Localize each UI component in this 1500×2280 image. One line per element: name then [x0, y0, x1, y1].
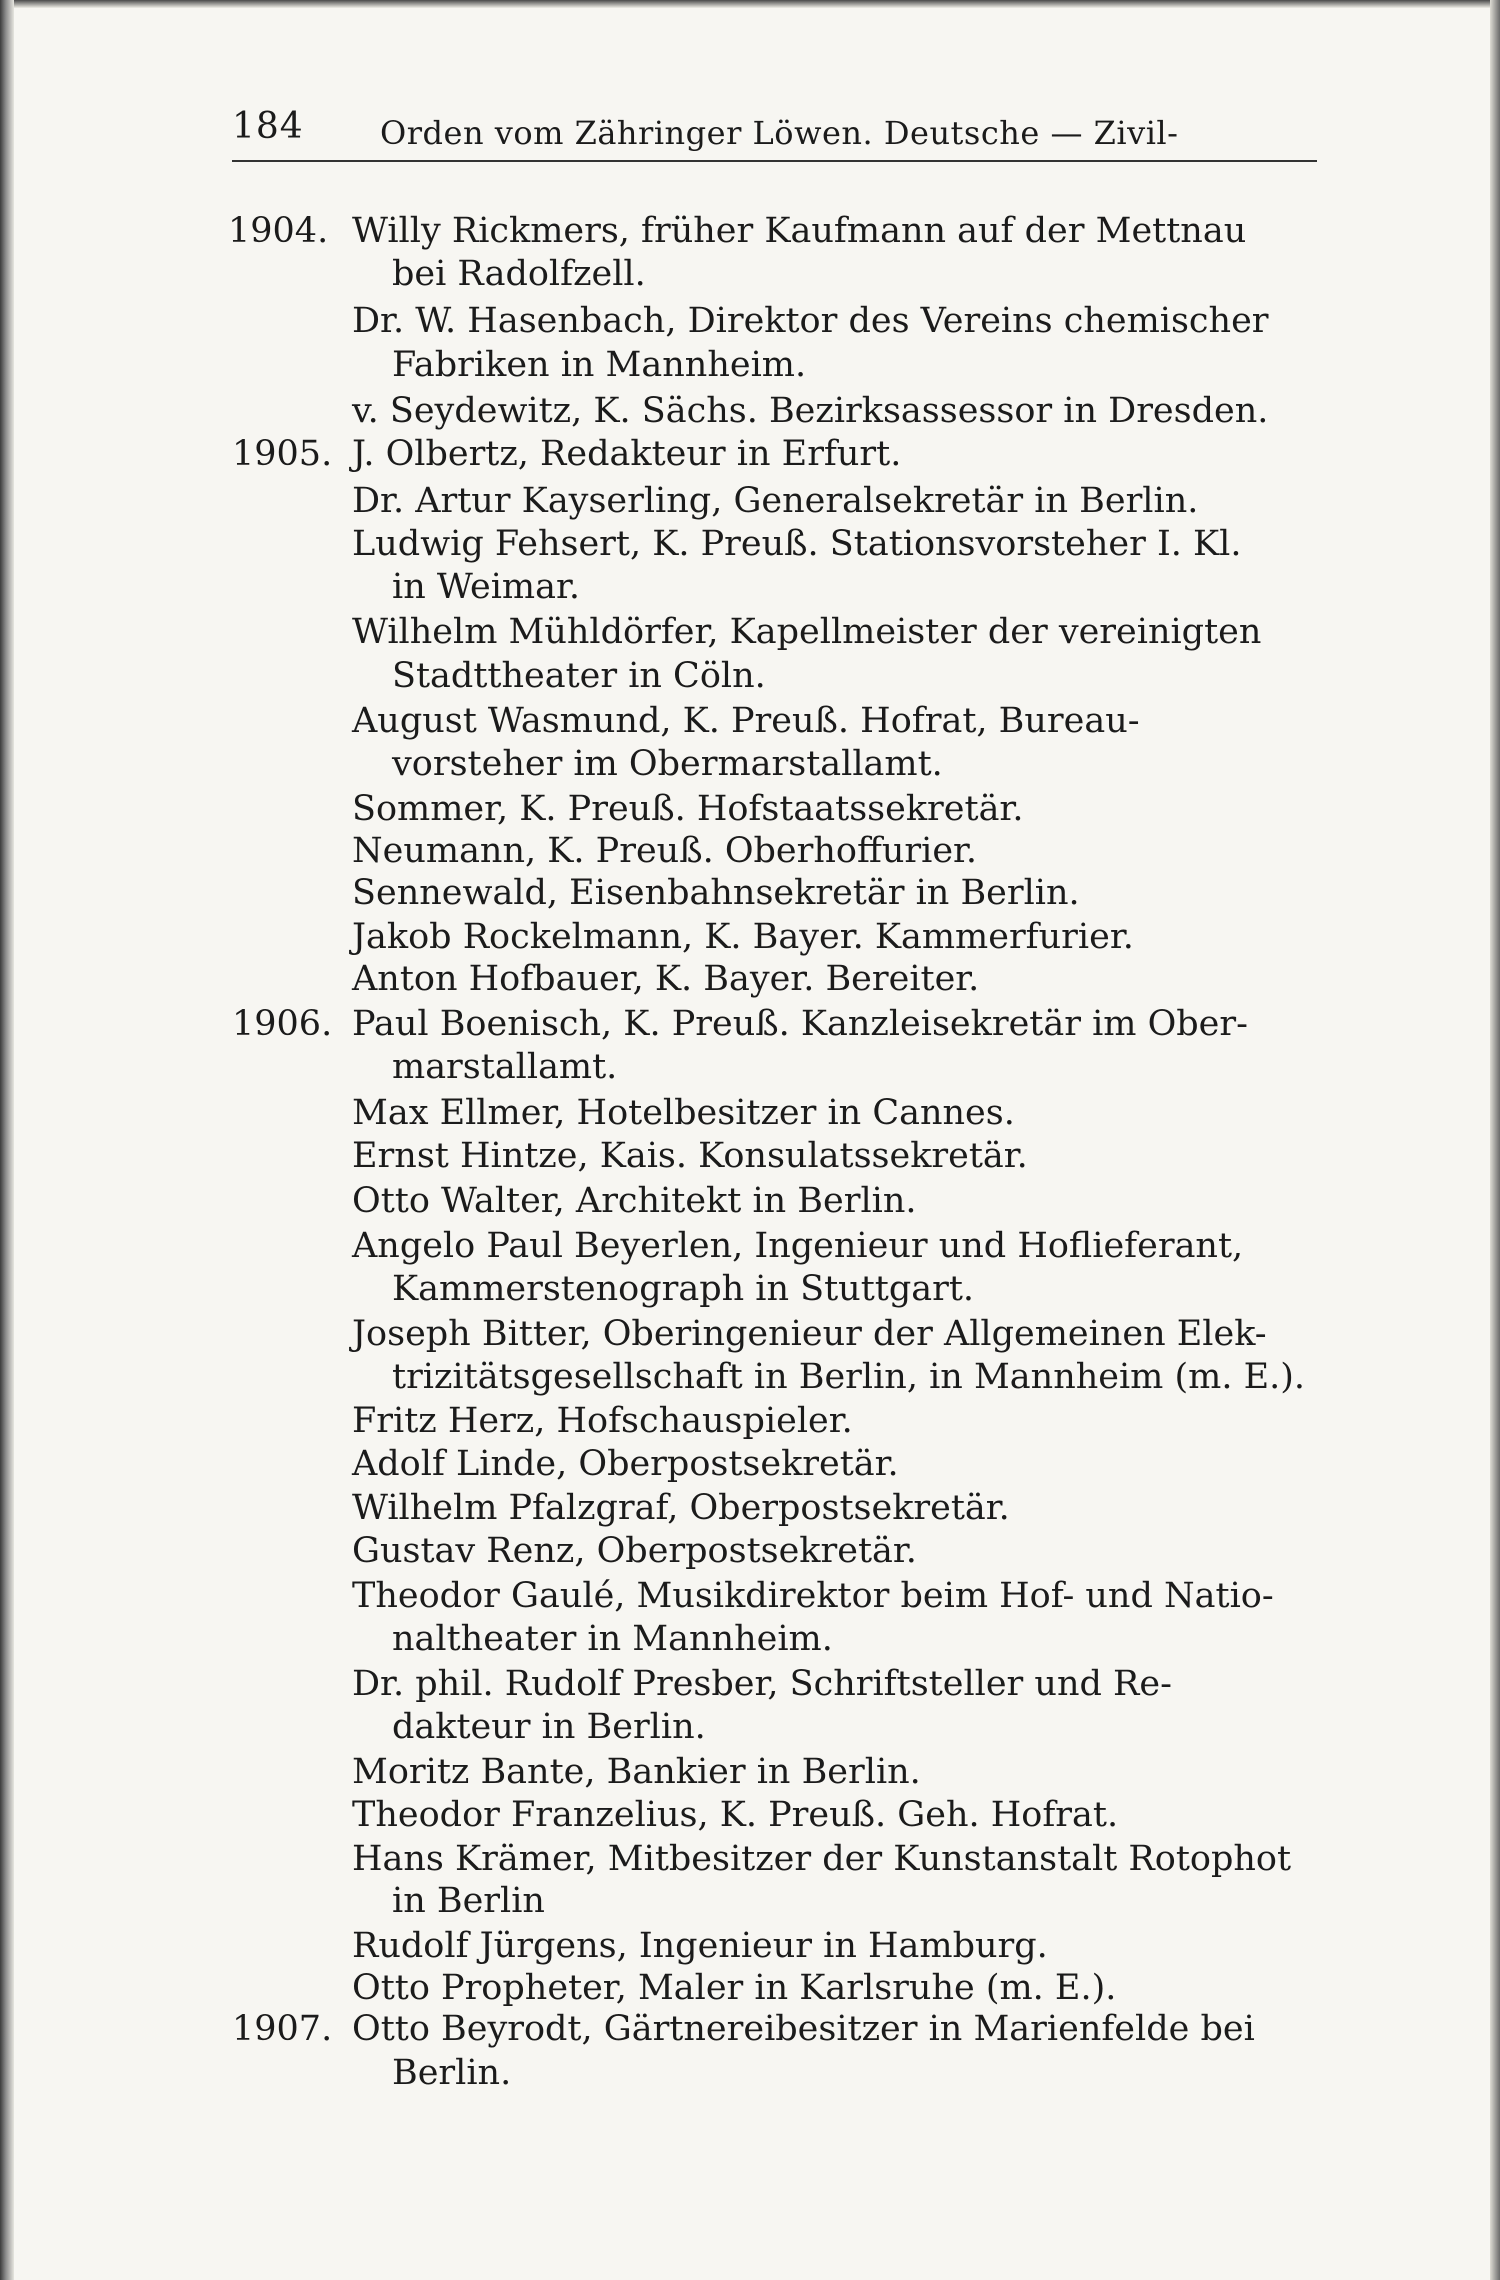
entry-line: Otto Walter, Architekt in Berlin. — [352, 1181, 917, 1221]
entry-line: Jakob Rockelmann, K. Bayer. Kammerfurier. — [352, 917, 1134, 957]
entry-line: bei Radolfzell. — [392, 254, 646, 294]
entry-line: Fritz Herz, Hofschauspieler. — [352, 1401, 853, 1441]
entry-line: Otto Propheter, Maler in Karlsruhe (m. E.). — [352, 1968, 1117, 2008]
entry-line: Hans Krämer, Mitbesitzer der Kunstanstalt Rotophot — [352, 1839, 1292, 1879]
entry-line: Kammerstenograph in Stuttgart. — [392, 1269, 975, 1309]
year-label: 1905. — [232, 434, 333, 474]
entry-line: Adolf Linde, Oberpostsekretär. — [352, 1444, 899, 1484]
entry-line: Max Ellmer, Hotelbesitzer in Cannes. — [352, 1093, 1015, 1133]
entry-line: Otto Beyrodt, Gärtnereibesitzer in Marienfelde bei — [352, 2009, 1255, 2049]
entry-line: Ludwig Fehsert, K. Preuß. Stationsvorsteher I. Kl. — [352, 524, 1242, 564]
entry-line: Dr. phil. Rudolf Presber, Schriftsteller und Re- — [352, 1664, 1172, 1704]
running-head-title: Orden vom Zähringer Löwen. Deutsche — Zivil- — [380, 114, 1179, 152]
entry-line: Stadttheater in Cöln. — [392, 656, 766, 696]
entry-line: Rudolf Jürgens, Ingenieur in Hamburg. — [352, 1926, 1048, 1966]
entry-line: Moritz Bante, Bankier in Berlin. — [352, 1752, 921, 1792]
entry-line: naltheater in Mannheim. — [392, 1619, 833, 1659]
entry-line: J. Olbertz, Redakteur in Erfurt. — [352, 434, 902, 474]
entry-line: August Wasmund, K. Preuß. Hofrat, Bureau- — [352, 701, 1140, 741]
entry-line: Joseph Bitter, Oberingenieur der Allgemeinen Elek- — [352, 1314, 1267, 1354]
entry-line: Anton Hofbauer, K. Bayer. Bereiter. — [352, 959, 980, 999]
page-number: 184 — [232, 106, 304, 147]
year-label: 1906. — [232, 1004, 333, 1044]
entry-line: Willy Rickmers, früher Kaufmann auf der Mettnau — [352, 211, 1247, 251]
running-head — [232, 100, 1317, 162]
entry-line: Angelo Paul Beyerlen, Ingenieur und Hoflieferant, — [352, 1226, 1244, 1266]
entry-line: Paul Boenisch, K. Preuß. Kanzleisekretär im Ober- — [352, 1004, 1248, 1044]
entry-line: in Weimar. — [392, 567, 580, 607]
entry-line: v. Seydewitz, K. Sächs. Bezirksassessor in Dresden. — [352, 391, 1269, 431]
entry-line: Ernst Hintze, Kais. Konsulatssekretär. — [352, 1136, 1028, 1176]
year-label: 1904. — [228, 211, 329, 251]
entry-line: Theodor Gaulé, Musikdirektor beim Hof- und Natio- — [352, 1576, 1274, 1616]
entry-line: in Berlin — [392, 1881, 545, 1921]
page-right-edge — [1490, 0, 1500, 2280]
page-top-edge — [0, 0, 1500, 8]
entry-line: Wilhelm Mühldörfer, Kapellmeister der vereinigten — [352, 612, 1262, 652]
entry-line: Gustav Renz, Oberpostsekretär. — [352, 1531, 917, 1571]
entry-line: Dr. Artur Kayserling, Generalsekretär in Berlin. — [352, 481, 1199, 521]
entry-line: marstallamt. — [392, 1047, 618, 1087]
entry-line: Dr. W. Hasenbach, Direktor des Vereins chemischer — [352, 301, 1269, 341]
year-label: 1907. — [232, 2009, 333, 2049]
entry-line: vorsteher im Obermarstallamt. — [392, 744, 943, 784]
entry-line: dakteur in Berlin. — [392, 1707, 706, 1747]
entry-line: Sommer, K. Preuß. Hofstaatssekretär. — [352, 789, 1024, 829]
entry-line: Fabriken in Mannheim. — [392, 345, 807, 385]
entry-line: Neumann, K. Preuß. Oberhoffurier. — [352, 831, 978, 871]
entry-line: trizitätsgesellschaft in Berlin, in Mannheim (m. E.). — [392, 1357, 1306, 1397]
page-binding-edge — [0, 0, 14, 2280]
entry-line: Theodor Franzelius, K. Preuß. Geh. Hofrat. — [352, 1795, 1119, 1835]
entry-line: Sennewald, Eisenbahnsekretär in Berlin. — [352, 873, 1080, 913]
entry-line: Wilhelm Pfalzgraf, Oberpostsekretär. — [352, 1488, 1010, 1528]
entry-line: Berlin. — [392, 2053, 512, 2093]
